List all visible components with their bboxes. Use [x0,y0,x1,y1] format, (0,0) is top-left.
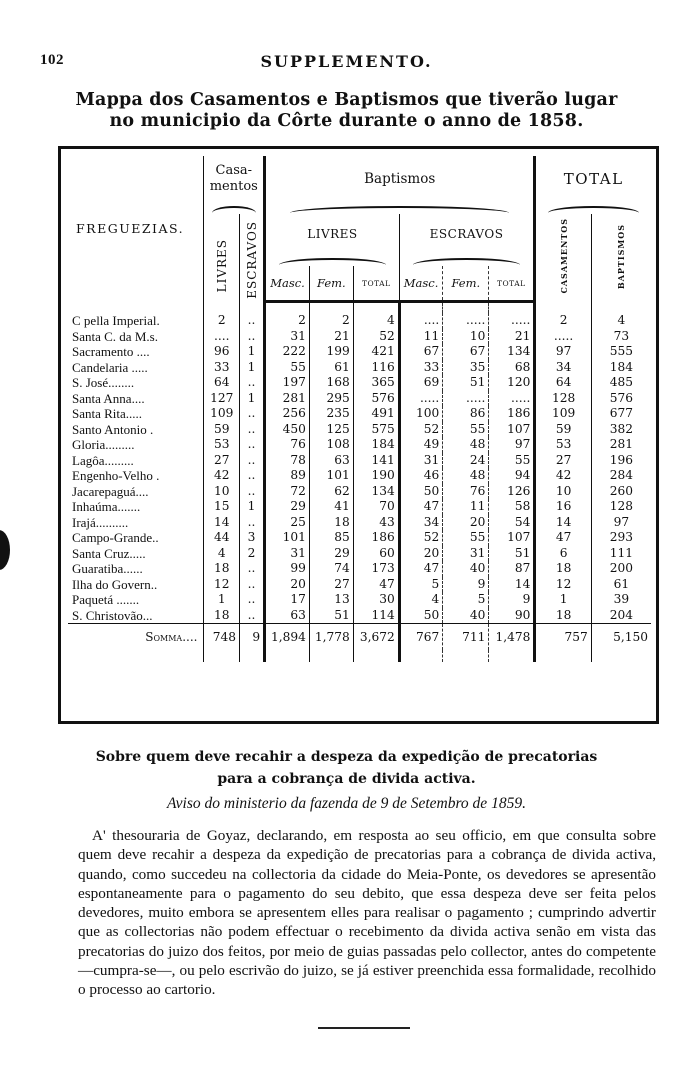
row-cas-livres: 64 [204,375,240,391]
row-liv-masc: 31 [265,546,310,562]
row-freguezia: Lagôa......... [68,453,204,469]
header-casamentos-line2: mentos [209,179,258,194]
row-tot-casamentos: 59 [535,422,591,438]
table-row [68,515,651,531]
row-esc-fem: 9 [443,577,489,593]
row-esc-fem: 86 [443,406,489,422]
somma-esc-fem: 711 [443,624,489,651]
row-cas-escravos: .. [240,422,265,438]
row-esc-fem: 40 [443,561,489,577]
row-esc-total: 21 [489,329,535,345]
row-cas-livres: 2 [204,313,240,329]
somma-esc-total: 1,478 [489,624,535,651]
row-esc-total: 107 [489,530,535,546]
row-liv-total: 421 [353,344,399,360]
row-liv-total: 43 [353,515,399,531]
row-liv-masc: 256 [265,406,310,422]
row-cas-escravos: 1 [240,499,265,515]
row-tot-baptismos: 111 [609,545,634,560]
row-cas-livres: 44 [204,530,240,546]
somma-cas-livres: 748 [204,624,240,651]
row-esc-total: 186 [489,406,535,422]
row-liv-fem: 168 [309,375,353,391]
row-liv-fem: 101 [309,468,353,484]
row-freguezia: Sacramento .... [68,344,204,360]
row-esc-fem: 67 [443,344,489,360]
row-liv-total: 30 [353,592,399,608]
row-esc-fem: 51 [443,375,489,391]
table-title [40,90,653,132]
row-tot-casamentos: 10 [535,484,591,500]
header-baptismos: Baptismos [265,156,535,202]
row-liv-fem: 235 [309,406,353,422]
row-tot-baptismos: 204 [609,607,634,622]
row-cas-escravos: .. [240,375,265,391]
header-cas-escravos [240,214,265,302]
row-tot-casamentos: 47 [535,530,591,546]
row-liv-fem: 18 [309,515,353,531]
row-liv-masc: 450 [265,422,310,438]
row-liv-masc: 99 [265,561,310,577]
row-freguezia: Engenho-Velho . [68,468,204,484]
row-freguezia: Santa Anna.... [68,391,204,407]
row-liv-total: 173 [353,561,399,577]
somma-tot-baptismos: 5,150 [591,624,651,651]
row-cas-escravos: .. [240,577,265,593]
header-esc-masc: Masc. [399,266,443,302]
brace-casamentos [204,202,265,214]
row-liv-fem: 13 [309,592,353,608]
row-cas-escravos: .. [240,608,265,624]
mappa-table [68,156,651,662]
row-freguezia: Inhaúma....... [68,499,204,515]
row-liv-masc: 25 [265,515,310,531]
article-heading [40,746,653,790]
row-freguezia: Santa C. da M.s. [68,329,204,345]
table-row [68,577,651,593]
row-esc-fem: ..... [443,313,489,329]
row-esc-total: 14 [489,577,535,593]
row-liv-total: 70 [353,499,399,515]
row-freguezia: Candelaria ..... [68,360,204,376]
row-liv-total: 576 [353,391,399,407]
brace-bap-escravos [399,254,535,266]
row-esc-fem: 40 [443,608,489,624]
table-row [68,484,651,500]
row-tot-baptismos: 485 [609,375,634,390]
row-liv-fem: 108 [309,437,353,453]
row-cas-livres: 53 [204,437,240,453]
row-cas-livres: 18 [204,561,240,577]
row-esc-total: ..... [489,313,535,329]
row-esc-total: 126 [489,484,535,500]
header-freguezias: FREGUEZIAS. [68,156,204,302]
row-liv-fem: 29 [309,546,353,562]
article-heading-line1: Sobre quem deve recahir a despeza da expedição de precatorias [95,749,598,765]
row-liv-fem: 2 [309,313,353,329]
row-liv-fem: 74 [309,561,353,577]
row-cas-escravos: .. [240,515,265,531]
row-esc-masc: 20 [399,546,443,562]
header-cas-escravos-label: ESCRAVOS [244,220,259,299]
header-total-baptismos [591,214,651,302]
row-liv-fem: 41 [309,499,353,515]
row-tot-casamentos: 18 [535,561,591,577]
somma-liv-total: 3,672 [353,624,399,651]
table-row [68,453,651,469]
row-liv-masc: 20 [265,577,310,593]
table-row [68,546,651,562]
row-tot-baptismos: 184 [609,359,634,374]
row-liv-masc: 197 [265,375,310,391]
row-liv-total: 186 [353,530,399,546]
row-esc-fem: 31 [443,546,489,562]
row-freguezia: C pella Imperial. [68,313,204,329]
brace-baptismos [265,202,535,214]
row-esc-total: 94 [489,468,535,484]
row-esc-fem: 24 [443,453,489,469]
row-esc-masc: 49 [399,437,443,453]
row-tot-baptismos: 293 [609,530,634,545]
title-line-1: Mappa dos Casamentos e Baptismos que tiverão lugar [75,90,618,110]
row-esc-masc: 4 [399,592,443,608]
row-tot-casamentos: 16 [535,499,591,515]
row-tot-casamentos: 53 [535,437,591,453]
row-liv-fem: 21 [309,329,353,345]
table-row [68,499,651,515]
row-esc-total: 68 [489,360,535,376]
row-tot-casamentos: 97 [535,344,591,360]
header-cas-livres [204,214,240,302]
row-esc-fem: 55 [443,422,489,438]
end-rule [318,1027,410,1029]
row-liv-total: 491 [353,406,399,422]
row-esc-total: 58 [489,499,535,515]
row-esc-masc: 52 [399,422,443,438]
row-cas-livres: 18 [204,608,240,624]
table-row [68,329,651,345]
row-liv-masc: 17 [265,592,310,608]
row-liv-total: 575 [353,422,399,438]
row-liv-fem: 199 [309,344,353,360]
row-liv-masc: 89 [265,468,310,484]
table-row [68,422,651,438]
brace-total [535,202,651,214]
somma-liv-masc: 1,894 [265,624,310,651]
row-tot-casamentos: 128 [535,391,591,407]
row-liv-masc: 78 [265,453,310,469]
row-cas-livres: 59 [204,422,240,438]
header-total-casamentos [535,214,591,302]
row-cas-escravos: .. [240,313,265,329]
row-tot-casamentos: 64 [535,375,591,391]
row-liv-masc: 101 [265,530,310,546]
row-esc-total: 51 [489,546,535,562]
row-tot-baptismos: 39 [613,592,630,607]
row-esc-fem: 48 [443,468,489,484]
header-liv-fem: Fem. [309,266,353,302]
row-tot-baptismos: 97 [613,514,630,529]
row-liv-fem: 295 [309,391,353,407]
row-cas-livres: 12 [204,577,240,593]
row-freguezia: Santa Cruz..... [68,546,204,562]
row-liv-fem: 62 [309,484,353,500]
row-liv-masc: 222 [265,344,310,360]
row-tot-baptismos: 128 [609,499,634,514]
row-freguezia: Gloria......... [68,437,204,453]
row-esc-total: 54 [489,515,535,531]
row-cas-livres: 127 [204,391,240,407]
row-cas-livres: 10 [204,484,240,500]
row-cas-livres: 96 [204,344,240,360]
table-row [68,391,651,407]
row-cas-livres: 14 [204,515,240,531]
row-tot-casamentos: 6 [535,546,591,562]
header-liv-masc: Masc. [265,266,310,302]
row-cas-escravos: .. [240,453,265,469]
row-cas-livres: 27 [204,453,240,469]
running-head: SUPPLEMENTO. [260,52,433,71]
article-body [78,826,656,1000]
row-cas-livres: 33 [204,360,240,376]
row-cas-livres: 15 [204,499,240,515]
row-tot-baptismos: 61 [613,576,630,591]
row-freguezia: Jacarepaguá.... [68,484,204,500]
row-liv-fem: 85 [309,530,353,546]
row-liv-total: 365 [353,375,399,391]
row-liv-total: 60 [353,546,399,562]
header-bap-livres: LIVRES [265,214,400,254]
row-liv-fem: 63 [309,453,353,469]
row-cas-livres: 42 [204,468,240,484]
page-number: 102 [40,52,64,68]
ink-blot [0,530,10,570]
table-row [68,437,651,453]
row-tot-baptismos: 382 [609,421,634,436]
row-tot-casamentos: ..... [535,329,591,345]
row-esc-total: ..... [489,391,535,407]
row-esc-masc: 50 [399,484,443,500]
somma-label: Somma.... [68,624,204,651]
article-paragraph: A' thesouraria de Goyaz, declarando, em resposta ao seu officio, em que consulta sobre quem deve recahir a despeza da expedição de precatorias para a cobrança de divida activa, quando, como succedeu na collectoria da cidade do Meia-Ponte, os devedores se apresentão espontaneamente para o pagamento do seu debito, que essa despeza deve ser feita pelos devedores, muito embora se apresentem elles para realisar o pagamento ; cumprindo advertir que as collectorias não podem effectuar o recebimento da divida activa senão em vista das precatorias do juizo dos feitos, por meio de guias passadas pelo collector, antes do competente—cumpra-se—, ou pelo escrivão do juizo, se já estiver preenchida essa formalidade, recolhido o processo ao cartorio. [78,827,656,999]
row-freguezia: Paquetá ....... [68,592,204,608]
row-esc-fem: 35 [443,360,489,376]
row-liv-total: 47 [353,577,399,593]
row-cas-escravos: .. [240,437,265,453]
row-freguezia: Ilha do Govern.. [68,577,204,593]
row-liv-masc: 281 [265,391,310,407]
row-tot-baptismos: 677 [609,406,634,421]
row-liv-masc: 76 [265,437,310,453]
row-liv-total: 134 [353,484,399,500]
header-bap-escravos: ESCRAVOS [399,214,535,254]
row-liv-fem: 125 [309,422,353,438]
row-esc-masc: .... [399,313,443,329]
row-cas-escravos: .. [240,329,265,345]
row-freguezia: S. José........ [68,375,204,391]
row-cas-escravos: 3 [240,530,265,546]
row-cas-livres: 4 [204,546,240,562]
row-tot-baptismos: 260 [609,483,634,498]
somma-cas-escravos: 9 [240,624,265,651]
row-cas-livres: 109 [204,406,240,422]
row-esc-total: 107 [489,422,535,438]
header-liv-total: TOTAL [353,266,399,302]
row-tot-baptismos: 555 [609,344,634,359]
table-row [68,530,651,546]
row-liv-total: 184 [353,437,399,453]
header-total: TOTAL [563,170,624,188]
row-esc-masc: 47 [399,499,443,515]
row-liv-total: 52 [353,329,399,345]
row-esc-masc: 47 [399,561,443,577]
row-freguezia: Campo-Grande.. [68,530,204,546]
row-freguezia: S. Christovão... [68,608,204,624]
row-tot-casamentos: 34 [535,360,591,376]
header-casamentos-line1: Casa- [215,163,253,178]
row-esc-fem: ..... [443,391,489,407]
somma-tot-casamentos: 757 [535,624,591,651]
row-liv-masc: 63 [265,608,310,624]
somma-row [68,624,651,651]
row-liv-masc: 2 [265,313,310,329]
row-tot-casamentos: 12 [535,577,591,593]
row-cas-escravos: .. [240,468,265,484]
header-cas-livres-label: LIVRES [214,239,229,293]
header-casamentos [204,156,265,202]
row-esc-total: 90 [489,608,535,624]
row-tot-baptismos: 196 [609,452,634,467]
row-cas-escravos: .. [240,561,265,577]
somma-liv-fem: 1,778 [309,624,353,651]
row-liv-masc: 72 [265,484,310,500]
row-esc-fem: 11 [443,499,489,515]
row-esc-masc: 52 [399,530,443,546]
row-tot-baptismos: 4 [617,313,626,328]
row-esc-total: 55 [489,453,535,469]
header-esc-fem: Fem. [443,266,489,302]
row-cas-escravos: 2 [240,546,265,562]
row-esc-total: 97 [489,437,535,453]
row-cas-escravos: 1 [240,391,265,407]
table-row [68,406,651,422]
table-row [68,313,651,329]
table-row [68,468,651,484]
row-esc-masc: 100 [399,406,443,422]
row-tot-casamentos: 14 [535,515,591,531]
row-esc-masc: ..... [399,391,443,407]
table-row [68,344,651,360]
row-esc-masc: 11 [399,329,443,345]
table-row [68,592,651,608]
row-esc-masc: 5 [399,577,443,593]
table-row [68,561,651,577]
row-esc-masc: 34 [399,515,443,531]
aviso-line: Aviso do ministerio da fazenda de 9 de Setembro de 1859. [167,795,526,812]
row-freguezia: Santa Rita..... [68,406,204,422]
table-row [68,608,651,624]
row-tot-casamentos: 18 [535,608,591,624]
row-liv-masc: 29 [265,499,310,515]
row-tot-casamentos: 109 [535,406,591,422]
title-line-2: no municipio da Côrte durante o anno de 1858. [109,111,584,131]
row-liv-total: 141 [353,453,399,469]
row-liv-masc: 55 [265,360,310,376]
row-cas-escravos: .. [240,406,265,422]
row-esc-masc: 69 [399,375,443,391]
row-esc-masc: 67 [399,344,443,360]
row-esc-masc: 50 [399,608,443,624]
row-tot-casamentos: 42 [535,468,591,484]
row-freguezia: Santo Antonio . [68,422,204,438]
row-freguezia: Guaratiba...... [68,561,204,577]
row-esc-total: 134 [489,344,535,360]
row-liv-total: 4 [353,313,399,329]
row-freguezia: Irajá.......... [68,515,204,531]
row-tot-baptismos: 284 [609,468,634,483]
row-tot-casamentos: 27 [535,453,591,469]
row-tot-baptismos: 73 [613,328,630,343]
row-cas-livres: .... [204,329,240,345]
row-liv-fem: 27 [309,577,353,593]
row-tot-casamentos: 2 [535,313,591,329]
row-esc-fem: 55 [443,530,489,546]
row-cas-escravos: 1 [240,344,265,360]
brace-bap-livres [265,254,400,266]
row-cas-escravos: 1 [240,360,265,376]
somma-esc-masc: 767 [399,624,443,651]
row-tot-baptismos: 200 [609,561,634,576]
table-row [68,360,651,376]
row-liv-fem: 61 [309,360,353,376]
row-cas-escravos: .. [240,484,265,500]
row-cas-escravos: .. [240,592,265,608]
row-liv-fem: 51 [309,608,353,624]
row-liv-total: 114 [353,608,399,624]
row-esc-masc: 33 [399,360,443,376]
row-esc-fem: 10 [443,329,489,345]
row-esc-fem: 5 [443,592,489,608]
row-esc-total: 120 [489,375,535,391]
row-liv-total: 190 [353,468,399,484]
row-tot-baptismos: 281 [609,437,634,452]
row-liv-masc: 31 [265,329,310,345]
table-row [68,375,651,391]
row-tot-casamentos: 1 [535,592,591,608]
row-esc-masc: 46 [399,468,443,484]
row-tot-baptismos: 576 [609,390,634,405]
row-esc-total: 9 [489,592,535,608]
header-total-baptismos-label: BAPTISMOS [616,223,627,289]
row-esc-fem: 76 [443,484,489,500]
row-esc-masc: 31 [399,453,443,469]
header-esc-total: TOTAL [489,266,535,302]
row-liv-total: 116 [353,360,399,376]
row-esc-total: 87 [489,561,535,577]
row-esc-fem: 48 [443,437,489,453]
header-total-casamentos-label: CASAMENTOS [558,218,569,295]
article-heading-line2: para a cobrança de divida activa. [217,771,476,787]
row-esc-fem: 20 [443,515,489,531]
row-cas-livres: 1 [204,592,240,608]
